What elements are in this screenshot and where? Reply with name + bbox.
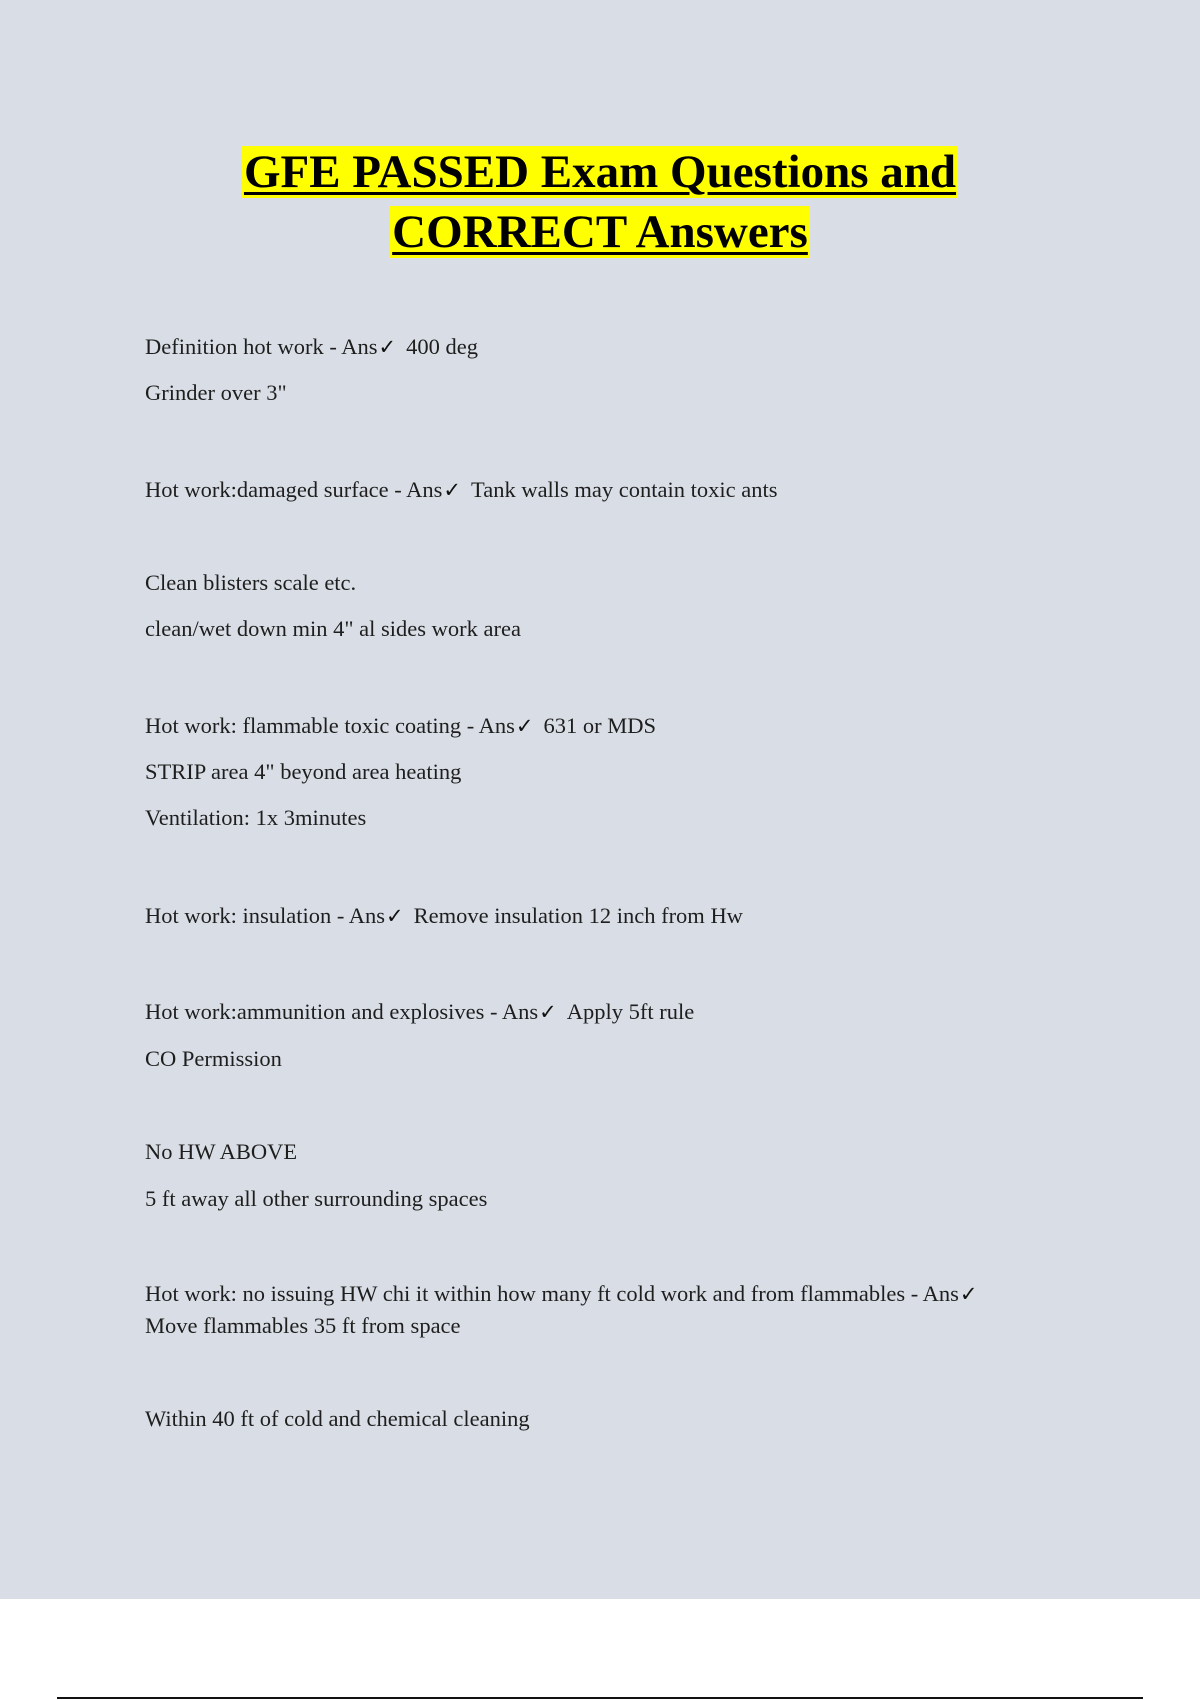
title-line-2: CORRECT Answers bbox=[392, 206, 808, 258]
question-text: Definition hot work - Ans bbox=[145, 334, 378, 359]
text-line: STRIP area 4" beyond area heating bbox=[145, 759, 462, 784]
check-icon: ✓ bbox=[443, 478, 462, 502]
check-icon: ✓ bbox=[539, 1000, 557, 1024]
answer-line: Move flammables 35 ft from space bbox=[145, 1313, 461, 1338]
answer-text: 400 deg bbox=[406, 334, 478, 359]
check-icon: ✓ bbox=[515, 714, 534, 738]
question-text: Hot work: insulation - Ans bbox=[145, 903, 385, 928]
qa-line bbox=[145, 903, 743, 929]
qa-line bbox=[145, 334, 478, 360]
text-line: Ventilation: 1x 3minutes bbox=[145, 805, 367, 830]
qa-line bbox=[145, 713, 656, 739]
question-text: Hot work:ammunition and explosives - Ans bbox=[145, 999, 539, 1024]
text-line: No HW ABOVE bbox=[145, 1139, 298, 1164]
qa-line bbox=[145, 1281, 977, 1307]
qa-line bbox=[145, 477, 778, 503]
check-icon: ✓ bbox=[386, 904, 404, 928]
text-line: Clean blisters scale etc. bbox=[145, 570, 357, 595]
check-icon: ✓ bbox=[378, 335, 397, 359]
footer-divider bbox=[57, 1697, 1143, 1699]
question-text: Hot work:damaged surface - Ans bbox=[145, 477, 443, 502]
text-line: CO Permission bbox=[145, 1046, 282, 1071]
text-line: Within 40 ft of cold and chemical cleaning bbox=[145, 1406, 530, 1431]
text-line: clean/wet down min 4" al sides work area bbox=[145, 616, 521, 641]
answer-text: Remove insulation 12 inch from Hw bbox=[413, 903, 743, 928]
text-line: Grinder over 3" bbox=[145, 380, 287, 405]
title-line-1: GFE PASSED Exam Questions and bbox=[243, 146, 957, 198]
answer-text: Apply 5ft rule bbox=[566, 999, 695, 1024]
check-icon: ✓ bbox=[959, 1282, 978, 1306]
document-title bbox=[0, 142, 1200, 262]
text-line: 5 ft away all other surrounding spaces bbox=[145, 1186, 488, 1211]
qa-line bbox=[145, 999, 694, 1025]
answer-text: Tank walls may contain toxic ants bbox=[471, 477, 778, 502]
question-text: Hot work: flammable toxic coating - Ans bbox=[145, 713, 515, 738]
answer-text: 631 or MDS bbox=[543, 713, 657, 738]
question-text: Hot work: no issuing HW chi it within how many ft cold work and from flammables - Ans bbox=[145, 1281, 959, 1306]
